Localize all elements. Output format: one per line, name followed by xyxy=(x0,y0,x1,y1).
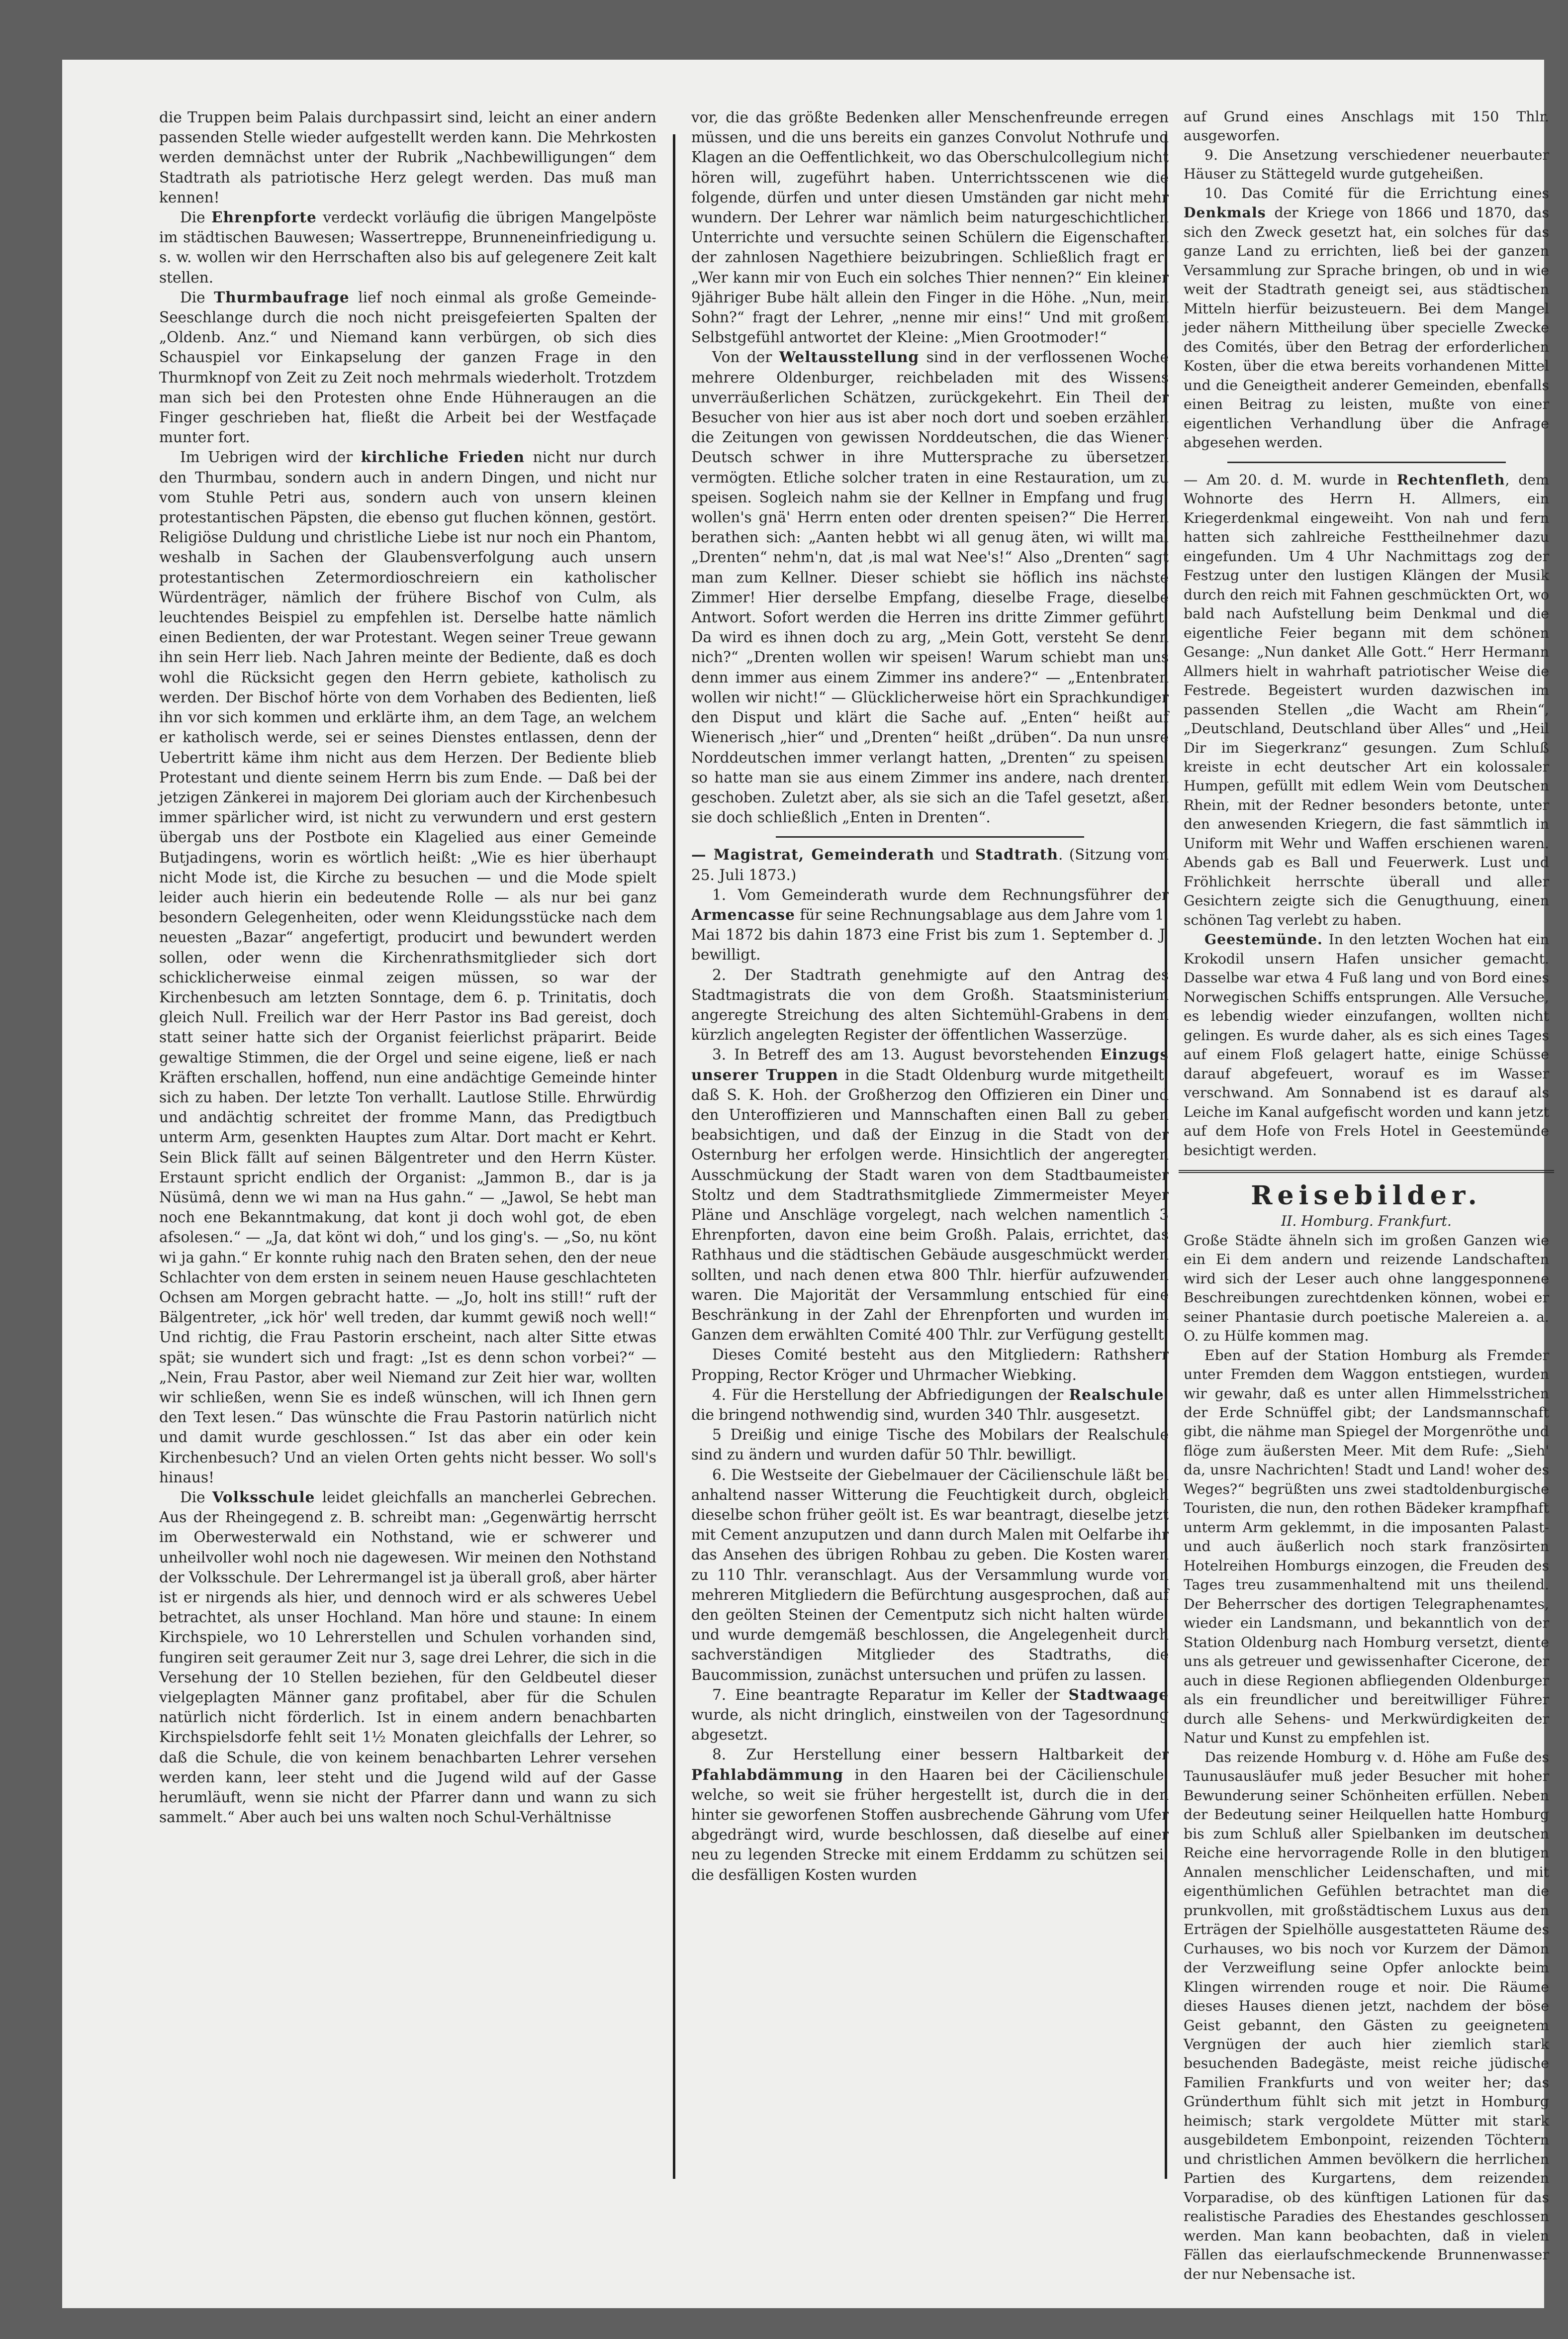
paragraph-text: auf Grund eines Anschlags mit 150 Thlr. ausgeworfen. xyxy=(1184,108,1549,144)
paragraph-lead: Von der xyxy=(712,349,779,366)
paragraph-text: Eben auf der Station Homburg als Fremder unter Fremden dem Waggon entstiegen, wurden wir gewahr, daß es unter allen Himmelsstrichen der Erde Schnüffel gibt; der Landsmannschaft gibt, die nähme man Spiegel der Morgenröthe und flöge zum äußersten Meer. Mit dem Rufe: „Sieh' da, unsre Nachrichten! Stadt und Land! woher des Weges?“ begrüßten uns zwei stadtoldenburgische Touristen, die nun, den rothen Bädeker krampfhaft unterm Arm geklemmt, in die imposanten Palast- und auch äußerlich noch stark französirten Hotelreihen Homburgs einzogen, die Freuden des Tages treu zusammenhaltend mit uns theilend. Der Beherrscher des dortigen Telegraphenamtes, wieder ein Landsmann, und bekanntlich von der Station Oldenburg nach Homburg versetzt, diente uns als getreuer und gewissenhafter Cicerone, der auch in diese Regionen abfliegenden Oldenburger als ein freundlicher und bereitwilliger Führer durch alle Sehens- und Merkwürdigkeiten der Natur und Kunst zu empfehlen ist. xyxy=(1184,1347,1549,1747)
paragraph-lead: 3. In Betreff des am 13. August bevorstehenden xyxy=(712,1046,1101,1064)
paragraph-text: In den letzten Wochen hat ein Krokodil unsern Hafen unsicher gemacht. Dasselbe war etwa 4 Fuß lang und von Bord eines Norwegischen Schiffs entsprungen. Alle Versuche, es lebendig wieder einzufangen, wollten nicht gelingen. Es wurde daher, als es sich eines Tages auf einem Floß gelagert hatte, einige Schüsse darauf abgefeuert, worauf es im Wasser verschwand. Am Sonnabend ist es darauf als Leiche im Kanal aufgefischt worden und kann jetzt auf dem Hofe von Frels Hotel in Geestemünde besichtigt werden. xyxy=(1184,931,1549,1159)
magistrat-report xyxy=(691,845,1169,1885)
paragraph-text: 9. Die Ansetzung verschiedener neuerbauter Häuser zu Stättegeld wurde gutgeheißen. xyxy=(1184,146,1549,183)
article-paragraph xyxy=(691,347,1169,827)
feuilleton-paragraph xyxy=(1184,1748,1549,2284)
article-paragraph xyxy=(691,965,1169,1045)
paragraph-text: und xyxy=(934,846,975,864)
column-rule xyxy=(673,134,675,2179)
paragraph-text: sind in der verflossenen Woche mehrere Oldenburger, reichbeladen mit des Wissens unverräußerlichen Schätzen, zurückgekehrt. Ein Theil der Besucher von hier aus ist aber noch dort und soeben erzählen die Zeitungen von gewissen Norddeutschen, die das Wiener-Deutsch schwer in ihre Muttersprache zu übersetzen vermögten. Etliche solcher traten in eine Restauration, um zu speisen. Sogleich nahm sie der Kellner in Empfang und frug: wollen's gnä' Herrn enten oder drenten speisen?“ Die Herren berathen sich: „Aanten hebbt wi all genug äten, wi willt mal „Drenten“ nehm'n, dat ‚is mal wat Nee's!“ Also „Drenten“ sagt man zum Kellner. Dieser schiebt sie höflich ins nächste Zimmer! Hier derselbe Empfang, dieselbe Frage, dieselbe Antwort. Sofort werden die Herren ins dritte Zimmer geführt. Da wird es ihnen doch zu arg, „Mein Gott, versteht Se denn nich?“ „Drenten wollen wir speisen! Warum schiebt man uns denn immer aus einem Zimmer ins andere?“ — „Entenbraten wollen wir nicht!“ — Glücklicherweise hört ein Sprachkundiger den Disput und klärt die Sache auf. „Enten“ heißt auf Wienerisch „hier“ und „Drenten“ heißt „drüben“. Da nun unsre Norddeutschen immer verlangt hatten, „Drenten“ zu speisen, so hatte man sie aus einem Zimmer ins andere, nach drenten geschoben. Zuletzt aber, als sie sich an die Tafel gesetzt, aßen sie doch schließlich „Enten in Drenten“. xyxy=(691,349,1169,826)
column-2-top xyxy=(691,107,1169,827)
paragraph-text: der Kriege von 1866 und 1870, das sich den Zweck gesetzt hat, ein solches für das ganze Land zu errichten, ließ bei der ganzen Versammlung zur Sprache bringen, ob und in wie weit der Stadtrath geneigt sei, aus städtischen Mitteln hierfür beizusteuern. Bei dem Mangel jeder nähern Mittheilung über specielle Zwecke des Comités, über den Betrag der erforderlichen Kosten, über die etwa bereits vorhandenen Mittel und die Geneigtheit anderer Gemeinden, ebenfalls einen Beitrag zu leisten, mußte von einer eigentlichen Verhandlung über die Anfrage abgesehen werden. xyxy=(1184,204,1549,451)
paragraph-text: in die Stadt Oldenburg wurde mitgetheilt, daß S. K. Hoh. der Großherzog den Offizieren ein Diner und den Unteroffizieren und Mannschaften einen Ball zu geben beabsichtigen, und daß der Einzug in die Stadt von der Osternburg her erfolgen werde. Hinsichtlich der angeregten Ausschmückung der Stadt waren von dem Stadtbaumeister Stoltz und dem Stadtrathsmitgliede Zimmermeister Meyer Pläne und Anschläge vorgelegt, nach welchen namentlich 3 Ehrenpforten, davon eine beim Großh. Palais, errichtet, das Rathhaus und die städtischen Gebäude ausgeschmückt werden sollten, und nach denen etwa 800 Thlr. hierfür aufzuwenden waren. Die Majorität der Versammlung entschied für eine Beschränkung in der Zahl der Ehrenpforten und wurden im Ganzen dem erwählten Comité 400 Thlr. zur Verfügung gestellt. xyxy=(691,1066,1169,1344)
paragraph-text: wurde, als nicht dringlich, einstweilen von der Tagesordnung abgesetzt. xyxy=(691,1706,1169,1744)
article-paragraph xyxy=(691,1465,1169,1685)
paragraph-lead: — Am 20. d. M. wurde in xyxy=(1184,471,1397,488)
article-paragraph xyxy=(691,1385,1169,1425)
article-paragraph xyxy=(1184,930,1549,1160)
article-paragraph xyxy=(159,447,656,1487)
paragraph-text: . (Sitzung vom 25. Juli 1873.) xyxy=(691,846,1169,883)
paragraph-text: vor, die das größte Bedenken aller Menschenfreunde erregen müssen, und die uns bereits ein ganzes Convolut Nothrufe und Klagen an die Oeffentlichkeit, wo das Oberschulcollegium nicht hören will, zugeführt haben. Unterrichtsscenen wie die folgende, dürfen und unter diesen Umständen gar nicht mehr wundern. Der Lehrer war nämlich beim naturgeschichtlichen Unterrichte und versuchte seinen Schülern die Eigenschaften der zahnlosen Nagethiere beizubringen. Schließlich fragt er: „Wer kann mir von Euch ein solches Thier nennen?“ Ein kleiner 9jähriger Bube hält allein den Finger in die Höhe. „Nun, mein Sohn?“ fragt der Lehrer, „nenne mir eins!“ Und mit großem Selbstgefühl antwortet der Kleine: „Mien Grootmoder!“ xyxy=(691,109,1169,346)
paragraph-text: für seine Rechnungsablage aus dem Jahre vom 1. Mai 1872 bis dahin 1873 eine Frist bis zum 1. September d. J. bewilligt. xyxy=(691,906,1169,964)
keyword: Stadtrath xyxy=(975,846,1058,864)
feuilleton-paragraph xyxy=(1184,1346,1549,1748)
double-rule xyxy=(1179,1170,1554,1173)
paragraph-text: Große Städte ähneln sich im großen Ganzen wie ein Ei dem andern und reizende Landschaften wird sich der Leser auch ohne langgesponnene Beschreibungen zurechtdenken können, wobei er seiner Phantasie durch poetische Malereien a. a. O. zu Hülfe kommen mag. xyxy=(1184,1232,1549,1345)
keyword: Pfahlabdämmung xyxy=(691,1765,844,1783)
keyword: Thurmbaufrage xyxy=(214,288,350,306)
article-paragraph xyxy=(691,1345,1169,1384)
separator-rule xyxy=(1227,462,1506,463)
article-paragraph xyxy=(159,107,656,207)
article-paragraph xyxy=(159,1487,656,1827)
paragraph-lead: 10. Das Comité für die Errichtung eines xyxy=(1204,185,1549,201)
article-paragraph xyxy=(691,1425,1169,1464)
column-1 xyxy=(159,107,656,1827)
separator-rule xyxy=(776,836,1084,838)
keyword: Denkmals xyxy=(1184,204,1266,221)
paragraph-lead: Die xyxy=(180,209,212,226)
keyword: Volksschule xyxy=(212,1488,315,1506)
article-paragraph xyxy=(1184,470,1549,930)
paragraph-text: , dem Wohnorte des Herrn H. Allmers, ein Kriegerdenkmal eingeweiht. Von nah und fern hatten sich zahlreiche Festtheilnehmer dazu eingefunden. Um 4 Uhr Nachmittags zog der Festzug unter den lustigen Klängen der Musik durch den reich mit Fahnen geschmückten Ort, wo bald nach Aufstellung beim Denkmal und die eigentliche Feier begann mit dem schönen Gesange: „Nun danket Alle Gott.“ Herr Hermann Allmers hielt in wahrhaft patriotischer Weise die Festrede. Begeistert wurden dazwischen im passenden Stellen „die Wacht am Rhein“, „Deutschland, Deutschland über Alles“ und „Heil Dir im Siegerkranz“ gesungen. Zum Schluß kreiste in echt deutscher Art ein kolossaler Humpen, gefüllt mit edlem Wein vom Deutschen Rhein, mit der Redner besonders betonte, unter den anwesenden Kriegern, die fast sämmtlich in Uniform mit Wehr und Waffen erschienen waren. Abends gab es Ball und Feuerwerk. Lust und Fröhlichkeit herrschte überall und aller Gesichtern zeigte sich die Genugthuung, einen schönen Tag verlebt zu haben. xyxy=(1184,471,1550,928)
paragraph-text: 2. Der Stadtrath genehmigte auf den Antrag des Stadtmagistrats die von dem Großh. Staatsministerium angeregte Streichung des alten Sichtemühl-Grabens in dem kürzlich angelegten Register der öffentlichen Wasserzüge. xyxy=(691,966,1169,1044)
keyword: kirchliche Frieden xyxy=(361,448,525,466)
paragraph-text: lief noch einmal als große Gemeinde-Seeschlange durch die noch nicht preisgefeierten Spalten der „Oldenb. Anz.“ und Niemand kann verbürgen, ob sich dies Schauspiel vor Einkapselung der ganzen Frage in den Thurmknopf von Zeit zu Zeit noch mehrmals wiederholt. Trotzdem man sich bei den Protesten ohne Ende Hühneraugen an die Finger geschrieben hat, fließt die Arbeit bei der Westfaçade munter fort. xyxy=(159,289,657,446)
keyword: Armencasse xyxy=(691,905,795,923)
feuilleton-paragraph xyxy=(1184,1231,1549,1346)
article-paragraph xyxy=(1184,107,1549,146)
paragraph-text: verdeckt vorläufig die übrigen Mangelpöste im städtischen Bauwesen; Wassertreppe, Brunneneinfriedigung u. s. w. wollen wir den Herrschaften also bis auf gelegenere Zeit kalt stellen. xyxy=(159,209,657,286)
column-3-top xyxy=(1184,107,1549,453)
column-2 xyxy=(691,107,1169,1885)
keyword: Rechtenfleth xyxy=(1396,471,1505,488)
paragraph-text: die Truppen beim Palais durchpassirt sind, leicht an einer andern passenden Stelle wieder aufgestellt werden kann. Die Mehrkosten werden demnächst unter der Rubrik „Nachbewilligungen“ dem Stadtrath als patriotische Herz gelegt werden. Das muß man kennen! xyxy=(159,109,656,206)
keyword: Ehrenpforte xyxy=(211,208,317,226)
article-paragraph xyxy=(691,885,1169,965)
keyword: Stadtwaage xyxy=(1068,1685,1169,1703)
paragraph-text: 5 Dreißig und einige Tische des Mobilars der Realschule sind zu ändern und wurden dafür 50 Thlr. bewilligt. xyxy=(691,1426,1169,1463)
paragraph-lead: Im Uebrigen wird der xyxy=(180,449,361,466)
paragraph-lead: 8. Zur Herstellung einer bessern Haltbarkeit der xyxy=(712,1746,1169,1763)
keyword: Einzugs unserer Truppen xyxy=(691,1046,1169,1083)
paragraph-text: 6. Die Westseite der Giebelmauer der Cäcilienschule läßt bei anhaltend nasser Witterung die Feuchtigkeit durch, obgleich dieselbe schon früher geölt ist. Es war beantragt, dieselbe jetzt mit Cement anzuputzen und dann durch Malen mit Oelfarbe ihr das Ansehen des übrigen Rohbau zu geben. Die Kosten waren zu 110 Thlr. veranschlagt. Aus der Versammlung wurde von mehreren Mitgliedern die Befürchtung ausgesprochen, daß auf den geölten Steinen der Cementputz sich nicht halten würde, und wurde demgemäß beschlossen, die Angelegenheit durch sachverständigen Mitglieder des Stadtraths, die Baucommission, zunächst untersuchen und prüfen zu lassen. xyxy=(691,1466,1169,1683)
keyword: Weltausstellung xyxy=(779,348,920,366)
keyword: Geestemünde. xyxy=(1204,931,1323,948)
paragraph-lead: 7. Eine beantragte Reparatur im Keller der xyxy=(712,1686,1069,1703)
paragraph-text: in den Haaren bei der Cäcilienschule, welche, so weit sie früher hergestellt ist, durch die in den hinter sie geworfenen Stoffen ausbrechende Gährung vom Ufer abgedrängt wird, wurde beschlossen, daß dieselbe auf einer neu zu legenden Strecke mit einem Erddamm zu schützen sei; die desfälligen Kosten wurden xyxy=(691,1766,1169,1883)
keyword: — Magistrat, Gemeinderath xyxy=(691,846,935,864)
newspaper-page xyxy=(62,60,1550,2308)
article-paragraph xyxy=(1184,146,1549,184)
article-paragraph xyxy=(1184,184,1549,453)
paragraph-lead: Die xyxy=(180,1489,212,1506)
keyword: Realschule xyxy=(1069,1385,1164,1403)
article-paragraph xyxy=(691,1685,1169,1745)
article-paragraph xyxy=(691,1745,1169,1884)
article-paragraph xyxy=(691,107,1169,347)
paragraph-text: nicht nur durch den Thurmbau, sondern auch in andern Dingen, und nicht nur vom Stuhle Petri aus, sondern auch von unsern kleinen protestantischen Päpsten, die ebenso gut fluchen können, gestört. Religiöse Duldung und christliche Liebe ist nur noch ein Phantom, weshalb in Sachen der Glaubensverfolgung auch unsern protestantischen Zetermordioschreiern ein katholischer Würdenträger, nämlich der frühere Bischof von Culm, als leuchtendes Beispiel zu empfehlen ist. Derselbe hatte nämlich einen Bedienten, der war Protestant. Wegen seiner Treue gewann ihn sein Herr lieb. Nach Jahren meinte der Bediente, daß es doch wohl die Rücksicht gegen den Herrn gebiete, katholisch zu werden. Der Bischof hörte von dem Vorhaben des Bedienten, ließ ihn vor sich kommen und erklärte ihm, an dem Tage, an welchem er katholisch werde, sei er seines Dienstes entlassen, denn der Uebertritt käme ihm nicht aus dem Herzen. Der Bediente blieb Protestant und diente seinem Herrn bis zum Ende. — Daß bei der jetzigen Zänkerei in majorem Dei gloriam auch der Kirchenbesuch immer spärlicher wird, ist nicht zu verwundern und erst gestern übergab uns der Postbote ein Klagelied aus einer Gemeinde Butjadingens, worin es wörtlich heißt: „Wie es hier überhaupt nicht Mode ist, die Kirche zu besuchen — und die Mode spielt leider auch hierin ein bedeutende Rolle — als nur bei ganz besondern Gelegenheiten, oder wenn Kleidungsstücke nach dem neuesten „Bazar“ angefertigt, producirt und bewundert werden sollen, oder wenn die Kirchenrathsmitglieder sich dort schicklicherweise einmal zeigen müssen, so war der Kirchenbesuch am letzten Sonntage, dem 6. p. Trinitatis, doch gleich Null. Freilich war der Herr Pastor ins Bad gereist, doch statt seiner hatte sich der Organist feierlichst präparirt. Beide gewaltige Stimmen, die der Orgel und seine eigene, ließ er nach Kräften erschallen, hoffend, nun eine andächtige Gemeinde hinter sich zu haben. Der letzte Ton verhallt. Lautlose Stille. Ehrwürdig und andächtig schreitet der fromme Mann, das Predigtbuch unterm Arm, gesenkten Hauptes zum Altar. Dort macht er Kehrt. Sein Blick fällt auf seinen Bälgentreter und den Herrn Küster. Erstaunt spricht endlich der Organist: „Jammon B., dar is ja Nüsümâ, denn we wi man na Hus gahn.“ — „Jawol, Se hebt man noch ene Bekanntmakung, dat kont ji doch wohl got, de eben afsolesen.“ — „Ja, dat könt wi doh,“ und los ging's. — „So, nu könt wi ja gahn.“ Er konnte ruhig nach den Braten sehen, den der neue Schlachter von dem ersten in seinem neuen Hause geschlachteten Ochsen am Morgen gebracht hatte. — „Jo, holt ins still!“ ruft der Bälgentreter, „ick hör' well treden, dar kummt gewiß noch well!“ Und richtig, die Frau Pastorin erscheint, nach alter Sitte etwas spät; sie wundert sich und fragt: „Ist es denn schon vorbei?“ — „Nein, Frau Pastor, aber weil Niemand zur Zeit hier war, wollten wir schließen, wenn Sie es indeß wünschen, will ich Ihnen gern den Text lesen.“ Das wünschte die Frau Pastorin natürlich nicht und damit wurde geschlossen.“ Ist das aber ein oder kein Kirchenbesuch? Und an vielen Orten gehts nicht besser. Wo soll's hinaus! xyxy=(159,449,656,1486)
column-3 xyxy=(1184,107,1549,2284)
article-paragraph xyxy=(691,845,1169,884)
feuilleton-subtitle: II. Homburg. Frankfurt. xyxy=(1281,1213,1452,1230)
feuilleton-title: Reisebilder. xyxy=(1251,1180,1482,1211)
paragraph-text: Dieses Comité besteht aus den Mitgliedern: Rathsherr Propping, Rector Kröger und Uhrmacher Wiebking. xyxy=(691,1346,1169,1383)
paragraph-lead: 4. Für die Herstellung der Abfriedigungen der xyxy=(712,1386,1069,1403)
paragraph-lead: 1. Vom Gemeinderath wurde dem Rechnungsführer der xyxy=(712,886,1169,903)
paragraph-text: leidet gleichfalls an mancherlei Gebrechen. Aus der Rheingegend z. B. schreibt man: „Gegenwärtig herrscht im Oberwesterwald ein Nothstand, wie er schwerer und unheilvoller wohl noch nie dagewesen. Wir meinen den Nothstand der Volksschule. Der Lehrermangel ist ja überall groß, aber härter ist er nirgends als hier, und dennoch wird er als schweres Uebel betrachtet, als unser Hochland. Man höre und staune: In einem Kirchspiele, wo 10 Lehrerstellen und Schulen vorhanden sind, fungiren seit geraumer Zeit nur 3, sage drei Lehrer, die sich in die Versehung der 10 Stellen beziehen, für den Geldbeutel dieser vielgeplagten Männer ganz profitabel, aber für die Schulen natürlich nicht förderlich. Ist in einem andern benachbarten Kirchspielsdorfe fehlt seit 1½ Monaten gleichfalls der Lehrer, so daß die Schule, die von keinem benachbarten Lehrer versehen werden kann, leer steht und die Jugend wild auf der Gasse herumläuft, wenn sie nicht der Pfarrer dann und wann zu sich sammelt.“ Aber auch bei uns walten noch Schul-Verhältnisse xyxy=(159,1489,656,1826)
paragraph-lead: Die xyxy=(180,289,214,306)
local-news xyxy=(1184,470,1549,1160)
paragraph-text: Das reizende Homburg v. d. Höhe am Fuße des Taunusausläufer muß jeder Besucher mit hoher Bewunderung seiner Schönheiten erfüllen. Neben der Bedeutung seiner Heilquellen hatte Homburg bis zum Schluß aller Spielbanken im deutschen Reiche eine hervorragende Rolle in den blutigen Annalen menschlicher Leidenschaften, und mit eigenthümlichen Gefühlen betrachtet man die prunkvollen, mit großstädtischem Luxus aus den Erträgen der Spielhölle ausgestatteten Räume des Curhauses, wo bis noch vor Kurzem der Dämon der Verzweiflung seine Opfer anlockte beim Klingen wirrenden rouge et noir. Die Räume dieses Hauses dienen jetzt, nachdem der böse Geist gebannt, den Gästen zu geeignetem Vergnügen der auch hier ziemlich stark besuchenden Badegäste, meist reiche jüdische Familien Frankfurts und von weiter her; das Gründerthum fühlt sich mit jetzt in Homburg heimisch; stark vergoldete Mütter mit stark ausgebildetem Embonpoint, reizenden Töchtern und christlichen Ammen bevölkern die herrlichen Partien des Kurgartens, dem reizenden Vorparadise, ob des künftigen Lationen für das realistische Paradies des Ehestandes geschlossen werden. Man kann beobachten, daß in vielen Fällen das eierlaufschmeckende Brunnenwasser der nur Nebensache ist. xyxy=(1184,1749,1549,2282)
feuilleton-body xyxy=(1184,1231,1549,2284)
paragraph-text: , die bringend nothwendig sind, wurden 340 Thlr. ausgesetzt. xyxy=(691,1386,1169,1423)
article-paragraph xyxy=(159,207,656,288)
article-paragraph xyxy=(691,1045,1169,1345)
article-paragraph xyxy=(159,288,656,448)
